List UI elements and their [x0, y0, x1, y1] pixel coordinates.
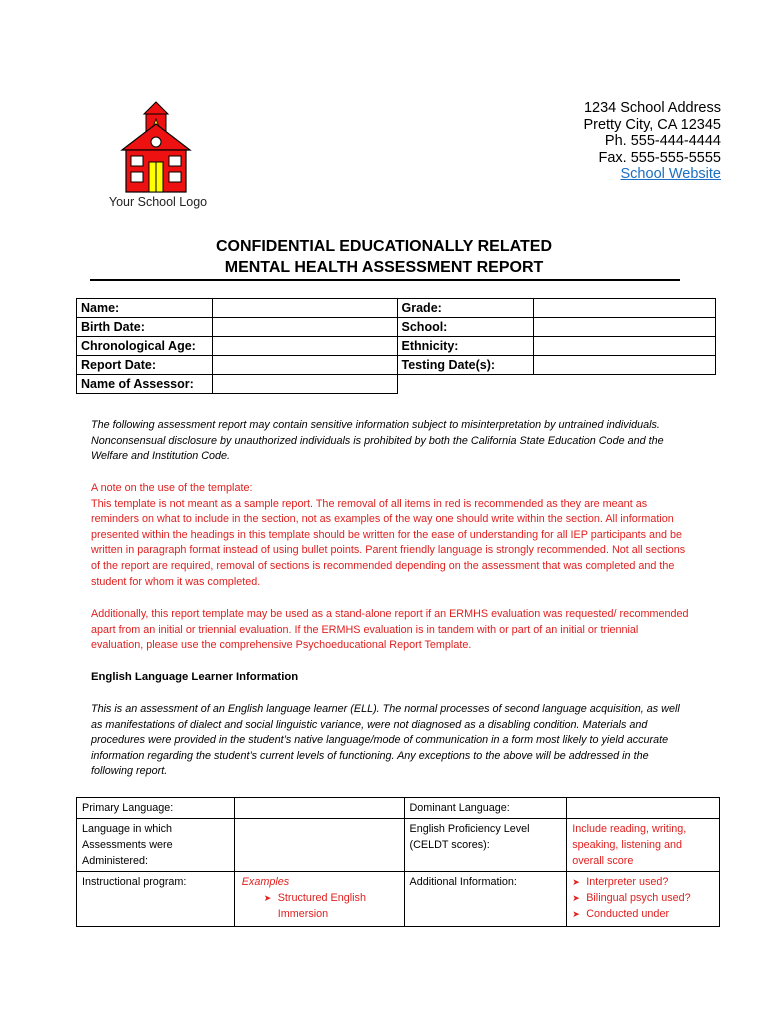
ell-body: This is an assessment of an English language learner (ELL). The normal processes of second language acquisition, as well as manifestations of dialect and social linguistic variance, were not diagnosed as a disabling condition. Materials and procedures were provided in the student’s native language/mode of communication in a form most likely to yield accurate information regarding the student’s current levels of functioning. Any exceptions to the above will be addressed in the following report.	[91, 703, 680, 778]
title-line-2: MENTAL HEALTH ASSESSMENT REPORT	[224, 259, 544, 276]
table-row	[77, 872, 720, 927]
school-field[interactable]	[534, 318, 716, 337]
proficiency-hint: Include reading, writing, speaking, listening and overall score	[567, 819, 720, 872]
english-proficiency-label: English Proficiency Level (CELDT scores):	[404, 819, 567, 872]
example-item: ➤ Structured English Immersion	[264, 890, 399, 922]
testing-dates-label: Testing Date(s):	[397, 356, 534, 375]
instructional-program-label: Instructional program:	[77, 872, 235, 927]
bullet-item: ➤ Interpreter used?	[572, 874, 714, 890]
table-row	[77, 798, 720, 819]
name-label: Name:	[77, 299, 213, 318]
birth-date-label: Birth Date:	[77, 318, 213, 337]
school-label: School:	[397, 318, 534, 337]
address-line: 1234 School Address	[583, 100, 721, 116]
table-row	[77, 299, 716, 318]
primary-language-label: Primary Language:	[77, 798, 235, 819]
empty-cell	[534, 375, 716, 394]
assessor-label: Name of Assessor:	[77, 375, 213, 394]
bullet-item: ➤ Conducted under	[572, 906, 714, 922]
table-row	[77, 337, 716, 356]
chronological-age-label: Chronological Age:	[77, 337, 213, 356]
testing-dates-field[interactable]	[534, 356, 716, 375]
dominant-language-label: Dominant Language:	[404, 798, 567, 819]
assessor-field[interactable]	[212, 375, 397, 394]
city-line: Pretty City, CA 12345	[583, 116, 721, 133]
table-row	[77, 819, 720, 872]
confidentiality-notice: The following assessment report may contain sensitive information subject to misinterpretation by untrained individuals. Nonconsensual disclosure by unauthorized individuals is prohibited by both the California State Education Code and the Welfare and Institution Code.	[91, 419, 664, 463]
additional-info-label: Additional Information:	[404, 872, 567, 927]
report-date-field[interactable]	[212, 356, 397, 375]
birth-date-field[interactable]	[212, 318, 397, 337]
table-row	[77, 375, 716, 394]
title-line-1: CONFIDENTIAL EDUCATIONALLY RELATED	[215, 238, 552, 255]
language-info-table	[76, 797, 720, 927]
instructional-program-field[interactable]	[234, 872, 404, 927]
template-note-body: This template is not meant as a sample report. The removal of all items in red is recommended as they are meant as reminders on what to include in the section, not as examples of the way one should write within the section. All information presented within the headings in this template should be written for the ease of understanding for all IEP participants and be written in paragraph format instead of using bullet points. Parent friendly language is strongly recommended. Not all sections of the report are required, removal of sections is recommended depending on the assessment that was completed and the student for whom it was completed.	[91, 497, 686, 588]
ell-heading: English Language Learner Information	[91, 671, 299, 683]
examples-label: Examples	[241, 876, 290, 888]
chronological-age-field[interactable]	[212, 337, 397, 356]
language-administered-field[interactable]	[234, 819, 404, 872]
school-address	[583, 100, 721, 183]
table-row	[77, 356, 716, 375]
ethnicity-label: Ethnicity:	[397, 337, 534, 356]
report-title	[0, 236, 768, 278]
template-additional-note: Additionally, this report template may be used as a stand-alone report if an ERMHS evaluation was requested/ recommended apart from an initial or triennial evaluation. If the ERMHS evaluation is in tandem with or part of an initial or triennial evaluation, please use the comprehensive Psychoeducational Report Template.	[91, 608, 689, 652]
title-divider	[90, 279, 680, 281]
dominant-language-field[interactable]	[567, 798, 720, 819]
additional-info-list	[567, 872, 720, 927]
student-info-table	[76, 298, 716, 394]
logo-caption: Your School Logo	[108, 195, 208, 209]
language-administered-label: Language in which Assessments were Administered:	[77, 819, 235, 872]
bullet-item: ➤ Bilingual psych used?	[572, 890, 714, 906]
name-field[interactable]	[212, 299, 397, 318]
primary-language-field[interactable]	[234, 798, 404, 819]
report-date-label: Report Date:	[77, 356, 213, 375]
grade-label: Grade:	[397, 299, 534, 318]
table-row	[77, 318, 716, 337]
template-note	[91, 481, 691, 590]
grade-field[interactable]	[534, 299, 716, 318]
phone-line: Ph. 555-444-4444	[604, 133, 721, 149]
ethnicity-field[interactable]	[534, 337, 716, 356]
template-note-heading: A note on the use of the template:	[91, 482, 253, 494]
fax-line: Fax. 555-555-5555	[598, 149, 721, 166]
school-website-link[interactable]: School Website	[620, 166, 721, 182]
empty-cell	[397, 375, 534, 394]
